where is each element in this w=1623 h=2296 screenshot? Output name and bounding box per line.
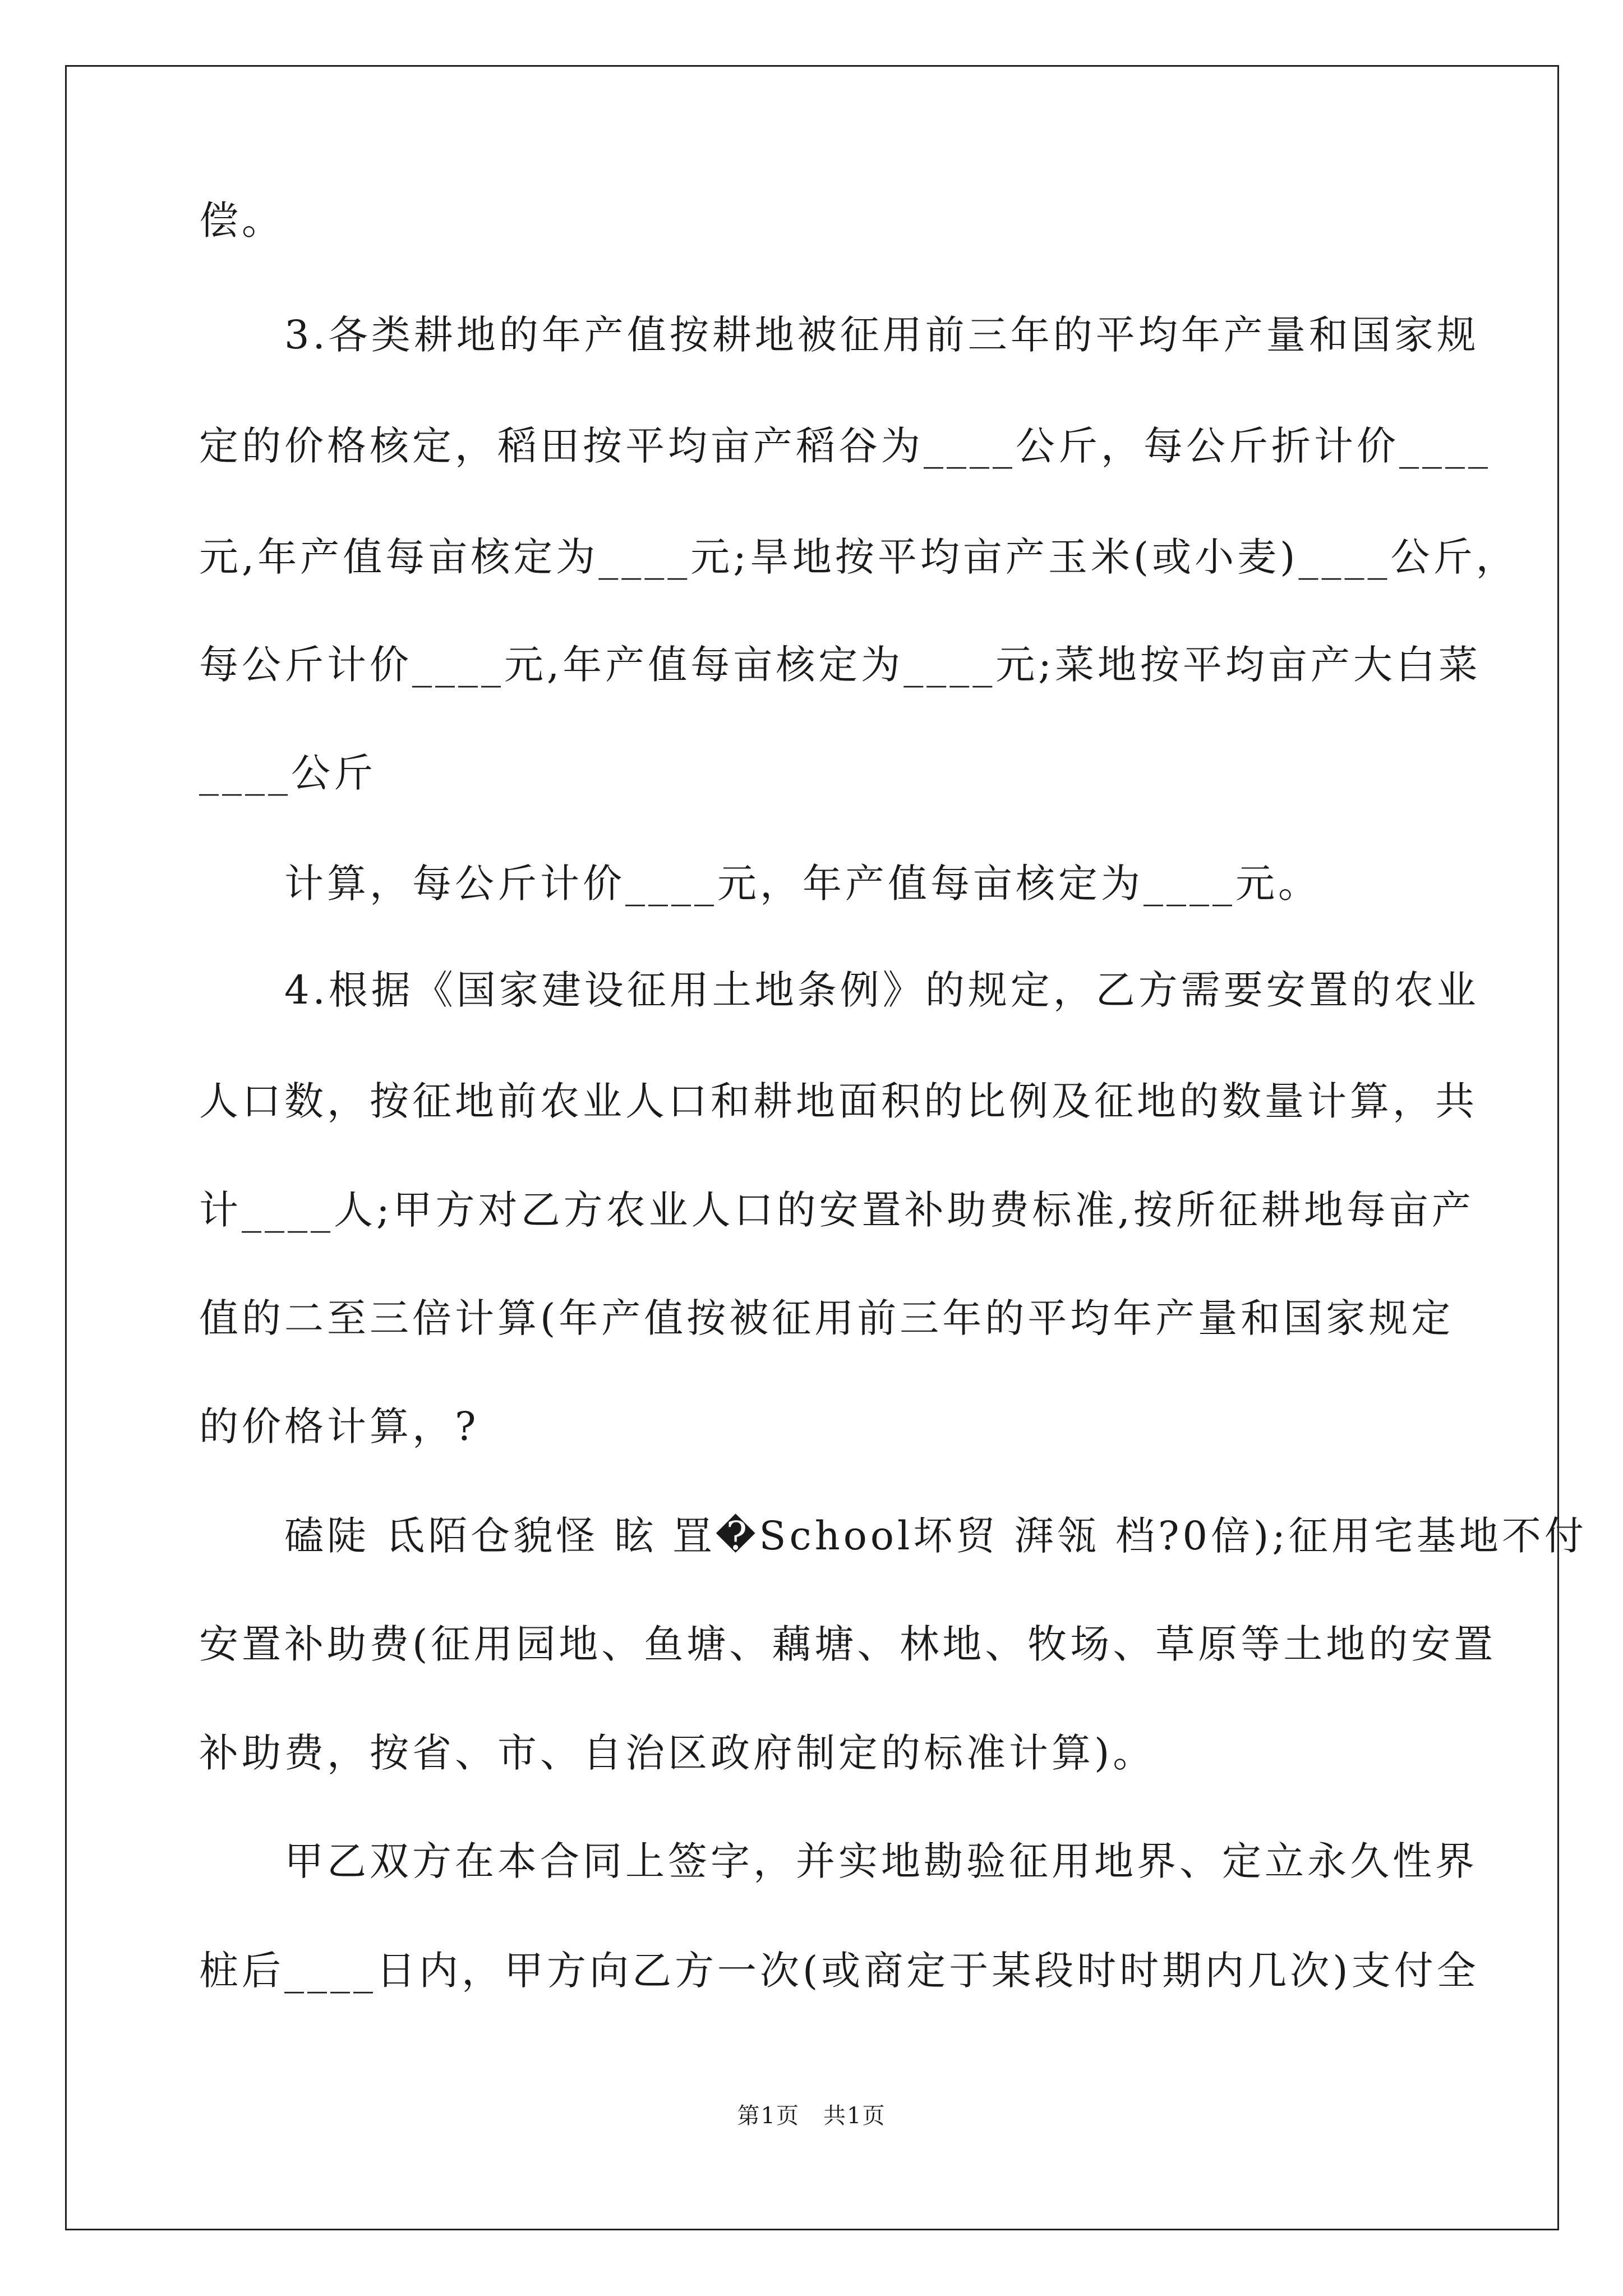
- paragraph-line: 每公斤计价____元,年产值每亩核定为____元;菜地按平均亩产大白菜: [199, 642, 1481, 688]
- paragraph-line: 安置补助费(征用园地、鱼塘、藕塘、林地、牧场、草原等土地的安置: [199, 1621, 1497, 1667]
- paragraph-line: 人口数，按征地前农业人口和耕地面积的比例及征地的数量计算，共: [199, 1078, 1478, 1124]
- paragraph-line: 4.根据《国家建设征用土地条例》的规定，乙方需要安置的农业: [199, 967, 1479, 1013]
- paragraph-line: 补助费，按省、市、自治区政府制定的标准计算)。: [199, 1730, 1156, 1776]
- paragraph-line: 偿。: [199, 197, 284, 243]
- paragraph-line: 3.各类耕地的年产值按耕地被征用前三年的平均年产量和国家规: [199, 312, 1479, 358]
- page-border: [65, 65, 1587, 2230]
- paragraph-line: ____公斤: [199, 750, 376, 796]
- paragraph-line: 磕陡 氐陌仓貌怪 眩 罝�School坏贸 湃瓴 档?0倍);征用宅基地不付: [199, 1513, 1587, 1559]
- paragraph-line: 桩后____日内，甲方向乙方一次(或商定于某段时时期内几次)支付全: [199, 1948, 1479, 1994]
- paragraph-line: 元,年产值每亩核定为____元;旱地按平均亩产玉米(或小麦)____公斤，: [199, 534, 1519, 580]
- paragraph-line: 定的价格核定，稻田按平均亩产稻谷为____公斤，每公斤折计价____: [199, 423, 1491, 469]
- paragraph-line: 值的二至三倍计算(年产值按被征用前三年的平均年产量和国家规定: [199, 1295, 1454, 1341]
- paragraph-line: 计算，每公斤计价____元，年产值每亩核定为____元。: [199, 861, 1321, 907]
- paragraph-line: 的价格计算，?: [199, 1404, 479, 1450]
- page-number-footer: 第1页 共1页: [737, 2103, 886, 2129]
- paragraph-line: 计____人;甲方对乙方农业人口的安置补助费标准,按所征耕地每亩产: [199, 1187, 1474, 1233]
- paragraph-line: 甲乙双方在本合同上签字，并实地勘验征用地界、定立永久性界: [199, 1838, 1478, 1884]
